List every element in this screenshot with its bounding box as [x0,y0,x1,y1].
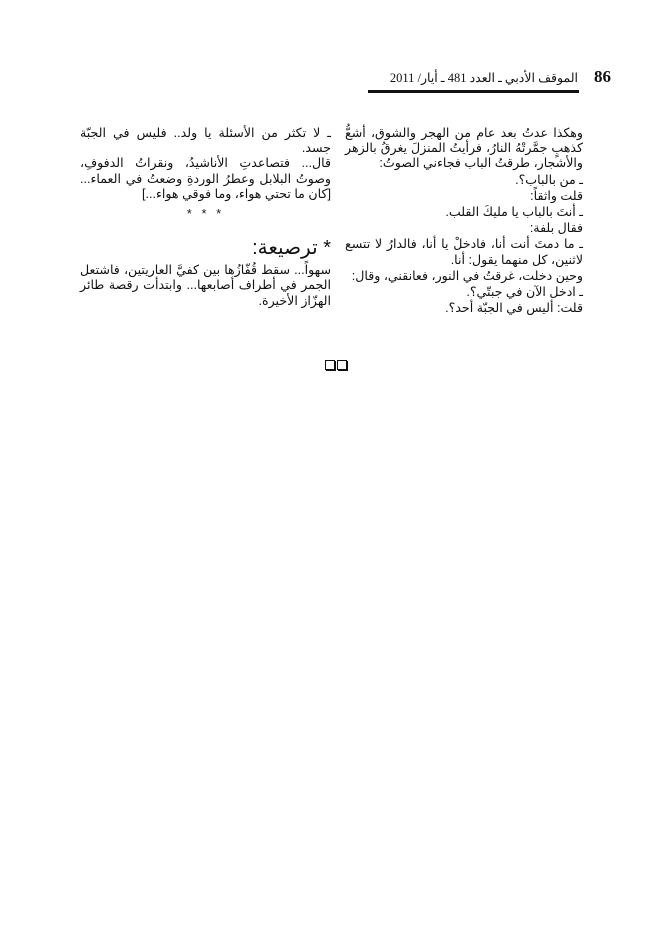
paragraph: قلت واثقاً: [530,188,583,203]
section-divider-stars: * * * [186,206,225,222]
double-square-end-icon [325,360,347,370]
paragraph: قال... فتصاعدتِ الأناشيدُ، ونقراتُ الدفوفِ، وصوتُ البلابل وعطرُ الوردةِ وضعتُ في العماء... [كان ما تحتي هواء، وما فوقي هواء...] [80,156,331,201]
paragraph: ـ من بالباب؟. [515,172,583,187]
header-rule [368,90,579,93]
square-icon [325,360,335,370]
paragraph: ـ لا تكثر من الأسئلة يا ولد.. فليس في الجبّة جسد. [80,126,331,156]
section-body: سهواً... سقط قُفّازُها بين كفيَّ العاريتين، فاشتعل الجمر في أطراف أصابعها... وابتدأت رقصة طائر الهزّاز الأخيرة. [80,263,331,308]
paragraph: فقال بلفة: [529,221,583,236]
paragraph: ـ ادخل الآن في جبتّي؟. [466,285,583,300]
left-column [80,126,331,309]
running-header-title: الموقف الأدبي ـ العدد 481 ـ أيار/ 2011 [389,71,578,85]
paragraph: ـ أنتَ بالباب يا مليكَ القلب. [445,205,583,220]
paragraph: ـ ما دمتَ أنت أنا، فادخلْ يا أنا، فالدارُ لا تتسع لاثنين، كل منهما يقول: أنا. [345,237,583,267]
paragraph: وهكذا عدتُ بعد عام من الهجر والشوق، أشعُّ كذهبٍ جمَّرتْهُ النارُ، فرأيتُ المنزلَ يغرقُ بالزهر والأشجار، طرقتُ الباب فجاءني الصوتُ: [345,126,583,171]
paragraph: قلت: أليس في الجبّة أحد؟. [445,301,583,316]
page-header [368,66,630,96]
page-number: 86 [594,67,611,86]
paragraph: وحين دخلت، غرقتُ في النور، فعانقني، وقال: [351,268,583,283]
square-icon [337,360,347,370]
right-column [345,126,583,316]
section-heading: * ترصيعة: [252,237,331,260]
